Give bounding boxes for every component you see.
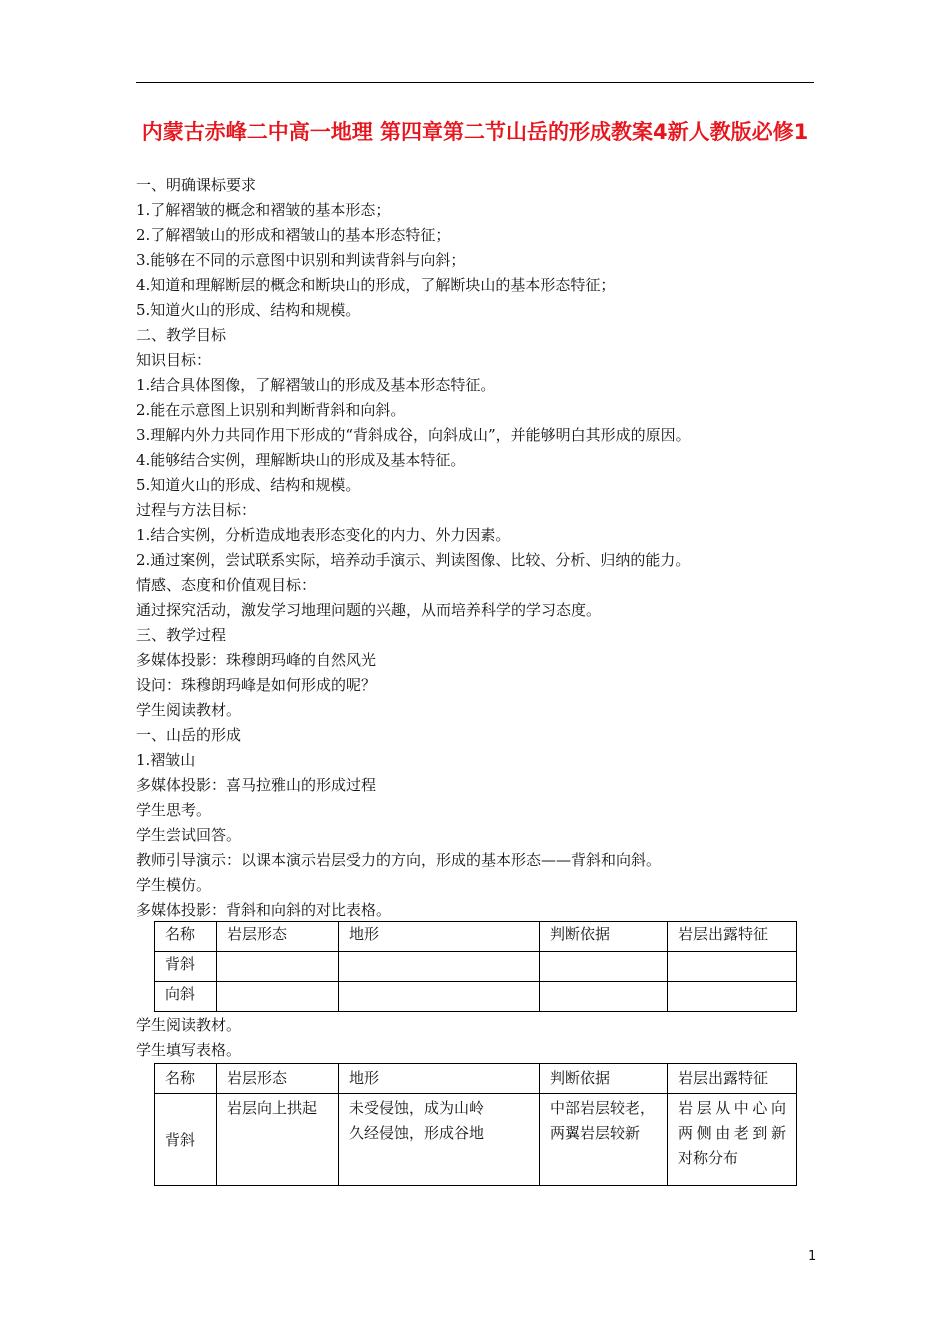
table-header-cell: 岩层形态 bbox=[217, 922, 339, 952]
table-header-cell: 判断依据 bbox=[540, 922, 668, 952]
comparison-table-empty bbox=[154, 921, 797, 1012]
table-cell-basis bbox=[540, 1094, 668, 1186]
page-number: 1 bbox=[808, 1249, 817, 1264]
table-cell bbox=[217, 982, 339, 1012]
cell-line: 两翼岩层较新 bbox=[550, 1124, 641, 1142]
text-line: 3.能够在不同的示意图中识别和判读背斜与向斜； bbox=[136, 251, 466, 269]
table-cell: 向斜 bbox=[155, 982, 217, 1012]
text-line: 2.了解褶皱山的形成和褶皱山的基本形态特征； bbox=[136, 226, 451, 244]
text-line: 学生填写表格。 bbox=[136, 1041, 242, 1059]
table-cell-form: 岩层向上拱起 bbox=[217, 1094, 339, 1186]
cell-line: 对称分布 bbox=[678, 1149, 739, 1167]
text-line: 二、教学目标 bbox=[136, 326, 227, 344]
cell-line: 两侧由老到新 bbox=[678, 1124, 786, 1142]
table-header-row bbox=[155, 1064, 797, 1094]
text-line: 过程与方法目标： bbox=[136, 501, 257, 519]
table-cell bbox=[540, 982, 668, 1012]
text-line: 学生阅读教材。 bbox=[136, 701, 242, 719]
text-line: 5.知道火山的形成、结构和规模。 bbox=[136, 301, 361, 319]
text-line: 多媒体投影：珠穆朗玛峰的自然风光 bbox=[136, 651, 377, 669]
text-line: 多媒体投影：背斜和向斜的对比表格。 bbox=[136, 901, 392, 919]
table-cell-terrain bbox=[339, 1094, 540, 1186]
text-line: 学生思考。 bbox=[136, 801, 212, 819]
cell-line: 未受侵蚀，成为山岭 bbox=[349, 1099, 485, 1117]
text-line: 2.通过案例，尝试联系实际，培养动手演示、判读图像、比较、分析、归纳的能力。 bbox=[136, 551, 691, 569]
text-line: 学生尝试回答。 bbox=[136, 826, 242, 844]
header-rule bbox=[136, 82, 814, 83]
document-body bbox=[136, 173, 816, 923]
cell-line: 中部岩层较老， bbox=[550, 1099, 656, 1117]
comparison-table-filled bbox=[154, 1063, 797, 1186]
table-header-cell: 地形 bbox=[339, 1064, 540, 1094]
text-line: 通过探究活动，激发学习地理问题的兴趣，从而培养科学的学习态度。 bbox=[136, 601, 602, 619]
text-line: 5.知道火山的形成、结构和规模。 bbox=[136, 476, 361, 494]
table-cell bbox=[540, 952, 668, 982]
text-line: 1.结合具体图像，了解褶皱山的形成及基本形态特征。 bbox=[136, 376, 496, 394]
text-line: 三、教学过程 bbox=[136, 626, 227, 644]
table-row bbox=[155, 982, 797, 1012]
text-line: 学生阅读教材。 bbox=[136, 1016, 242, 1034]
table-header-cell: 判断依据 bbox=[540, 1064, 668, 1094]
table-cell bbox=[668, 952, 797, 982]
table-cell: 背斜 bbox=[155, 952, 217, 982]
text-line: 4.能够结合实例，理解断块山的形成及基本特征。 bbox=[136, 451, 466, 469]
text-line: 一、明确课标要求 bbox=[136, 176, 257, 194]
text-line: 知识目标： bbox=[136, 351, 212, 369]
table-header-cell: 岩层出露特征 bbox=[668, 922, 797, 952]
text-line: 1.了解褶皱的概念和褶皱的基本形态； bbox=[136, 201, 391, 219]
cell-line: 岩层从中心向 bbox=[678, 1099, 786, 1117]
text-line: 多媒体投影：喜马拉雅山的形成过程 bbox=[136, 776, 377, 794]
table-cell bbox=[668, 982, 797, 1012]
text-line: 设问：珠穆朗玛峰是如何形成的呢？ bbox=[136, 676, 377, 694]
table-header-cell: 岩层形态 bbox=[217, 1064, 339, 1094]
table-header-cell: 岩层出露特征 bbox=[668, 1064, 797, 1094]
table-cell-name: 背斜 bbox=[155, 1094, 217, 1186]
table-header-row bbox=[155, 922, 797, 952]
document-title: 内蒙古赤峰二中高一地理 第四章第二节山岳的形成教案4新人教版必修1 bbox=[141, 120, 809, 144]
table-header-cell: 名称 bbox=[155, 1064, 217, 1094]
text-line: 3.理解内外力共同作用下形成的“背斜成谷，向斜成山”，并能够明白其形成的原因。 bbox=[136, 426, 691, 444]
table-header-cell: 地形 bbox=[339, 922, 540, 952]
text-line: 一、山岳的形成 bbox=[136, 726, 242, 744]
table-cell bbox=[217, 952, 339, 982]
text-line: 学生模仿。 bbox=[136, 876, 212, 894]
table-cell bbox=[339, 982, 540, 1012]
table-row bbox=[155, 1094, 797, 1186]
table-header-cell: 名称 bbox=[155, 922, 217, 952]
text-line: 1.结合实例，分析造成地表形态变化的内力、外力因素。 bbox=[136, 526, 511, 544]
text-line: 4.知道和理解断层的概念和断块山的形成，了解断块山的基本形态特征； bbox=[136, 276, 616, 294]
text-line: 2.能在示意图上识别和判断背斜和向斜。 bbox=[136, 401, 406, 419]
text-line: 情感、态度和价值观目标： bbox=[136, 576, 317, 594]
table-cell bbox=[339, 952, 540, 982]
table-cell-exposure bbox=[668, 1094, 797, 1186]
table-row bbox=[155, 952, 797, 982]
between-tables-text bbox=[136, 1013, 816, 1063]
text-line: 1.褶皱山 bbox=[136, 751, 196, 769]
text-line: 教师引导演示：以课本演示岩层受力的方向，形成的基本形态——背斜和向斜。 bbox=[136, 851, 662, 869]
cell-line: 久经侵蚀，形成谷地 bbox=[349, 1124, 485, 1142]
